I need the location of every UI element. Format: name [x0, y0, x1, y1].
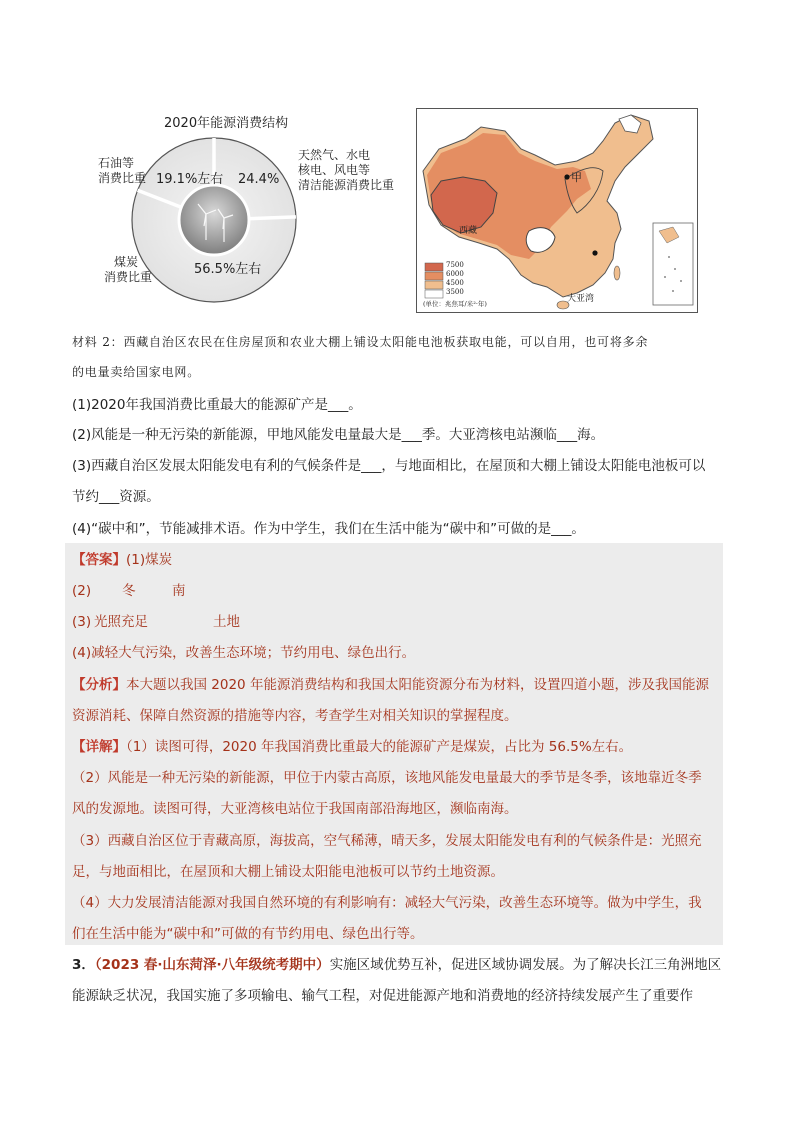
clean-label-line2: 核电、风电等	[298, 163, 371, 177]
detail-line1	[72, 737, 632, 757]
legend-value-4500: 4500	[446, 279, 464, 287]
legend-values	[446, 261, 464, 297]
legend-swatch-7500	[425, 263, 443, 271]
question-number: 3．	[72, 957, 95, 973]
pie-center-photo	[179, 185, 249, 255]
answer-line1	[72, 550, 172, 570]
legend-unit: (单位：兆焦耳/米²·年)	[423, 300, 487, 308]
dayawan-point	[592, 250, 597, 255]
question-3-next-line1	[72, 955, 721, 975]
material2-line2: 的电量卖给国家电网。	[72, 365, 201, 379]
detail-p1: （1）读图可得，2020 年我国消费比重最大的能源矿产是煤炭，占比为 56.5%左右。	[126, 739, 633, 755]
clean-slice-value: 24.4%	[238, 172, 280, 187]
question-1: (1)2020年我国消费比重最大的能源矿产是___。	[72, 397, 362, 413]
coal-slice-value: 56.5%左右	[194, 262, 262, 277]
coal-label-line1: 煤炭	[114, 255, 139, 269]
energy-pie-figure	[90, 112, 420, 312]
answer-line3	[72, 612, 240, 632]
jia-label: 甲	[571, 171, 582, 184]
detail-p3-line1: （3）西藏自治区位于青藏高原，海拔高，空气稀薄，晴天多，发展太阳能发电有利的气候条件是：光照充	[72, 833, 702, 849]
analysis-text1: 本大题以我国 2020 年能源消费结构和我国太阳能资源分布为材料，设置四道小题，涉及我国能源	[126, 677, 709, 693]
answer-2-value1: 冬	[122, 583, 136, 599]
detail-tag: 【详解】	[72, 739, 126, 755]
answer-2-num: (2)	[72, 583, 92, 599]
legend-swatch-3500	[425, 290, 443, 298]
question-2: (2)风能是一种无污染的新能源，甲地风能发电量最大是___季。大亚湾核电站濒临___海。	[72, 427, 605, 443]
legend-value-6000: 6000	[446, 270, 464, 278]
answer-3-num: (3)	[72, 614, 92, 630]
detail-p4-line1: （4）大力发展清洁能源对我国自然环境的有利影响有：减轻大气污染，改善生态环境等。做为中学生，我	[72, 895, 702, 911]
question-3-next-line2: 能源缺乏状况，我国实施了多项输电、输气工程，对促进能源产地和消费地的经济持续发展产生了重要作	[72, 988, 693, 1004]
question-4: (4)“碳中和”，节能减排术语。作为中学生，我们在生活中能为“碳中和”可做的是___。	[72, 521, 585, 537]
answer-3-value2: 土地	[213, 614, 240, 630]
answer-tag: 【答案】	[72, 552, 126, 568]
coal-label-line2: 消费比重	[104, 270, 153, 284]
answer-4: (4)减轻大气污染，改善生态环境；节约用电、绿色出行。	[72, 645, 416, 661]
analysis-tag: 【分析】	[72, 677, 126, 693]
legend-value-7500: 7500	[446, 261, 464, 269]
clean-label-line3: 清洁能源消费比重	[298, 178, 395, 192]
detail-p2-line1: （2）风能是一种无污染的新能源，甲位于内蒙古高原，该地风能发电量最大的季节是冬季，该地靠近冬季	[72, 770, 702, 786]
answer-line2	[72, 581, 186, 601]
legend-swatch-4500	[425, 281, 443, 289]
solar-resource-map	[416, 108, 698, 313]
pie-title: 2020年能源消费结构	[164, 116, 289, 131]
question-3-line1: (3)西藏自治区发展太阳能发电有利的气候条件是___，与地面相比，在屋顶和大棚上铺设太阳能电池板可以	[72, 458, 706, 474]
detail-p4-line2: 们在生活中能为“碳中和”可做的有节约用电、绿色出行等。	[72, 926, 424, 942]
detail-p2-line2: 风的发源地。读图可得，大亚湾核电站位于我国南部沿海地区，濒临南海。	[72, 801, 518, 817]
jia-point	[564, 174, 569, 179]
oil-label-line1: 石油等	[98, 156, 135, 170]
oil-slice-value: 19.1%左右	[156, 172, 224, 187]
answer-1: (1)煤炭	[126, 552, 173, 568]
xizang-label: 西藏	[459, 226, 478, 236]
question-text1: 实施区域优势互补，促进区域协调发展。为了解决长江三角洲地区	[329, 957, 722, 973]
detail-p3-line2: 足，与地面相比，在屋顶和大棚上铺设太阳能电池板可以节约土地资源。	[72, 864, 504, 880]
legend-swatch-6000	[425, 272, 443, 280]
taiwan-island	[614, 266, 620, 280]
legend-value-3500: 3500	[446, 288, 464, 296]
analysis-line1	[72, 675, 709, 695]
question-3-line2: 节约___资源。	[72, 489, 160, 505]
answer-3-value1: 光照充足	[94, 614, 148, 630]
oil-label-line2: 消费比重	[98, 171, 147, 185]
material2-line1: 材料 2：西藏自治区农民在住房屋顶和农业大棚上铺设太阳能电池板获取电能，可以自用，也可将多余	[72, 335, 649, 349]
dayawan-label: 大亚湾	[567, 294, 595, 304]
answer-2-value2: 南	[172, 583, 186, 599]
coal-slice-label	[104, 255, 152, 285]
clean-slice-label	[298, 148, 394, 193]
oil-slice-label	[98, 156, 146, 186]
clean-label-line1: 天然气、水电	[298, 148, 371, 162]
analysis-line2: 资源消耗、保障自然资源的措施等内容，考查学生对相关知识的掌握程度。	[72, 708, 518, 724]
question-source: （2023 春·山东菏泽·八年级统考期中）	[94, 957, 330, 973]
